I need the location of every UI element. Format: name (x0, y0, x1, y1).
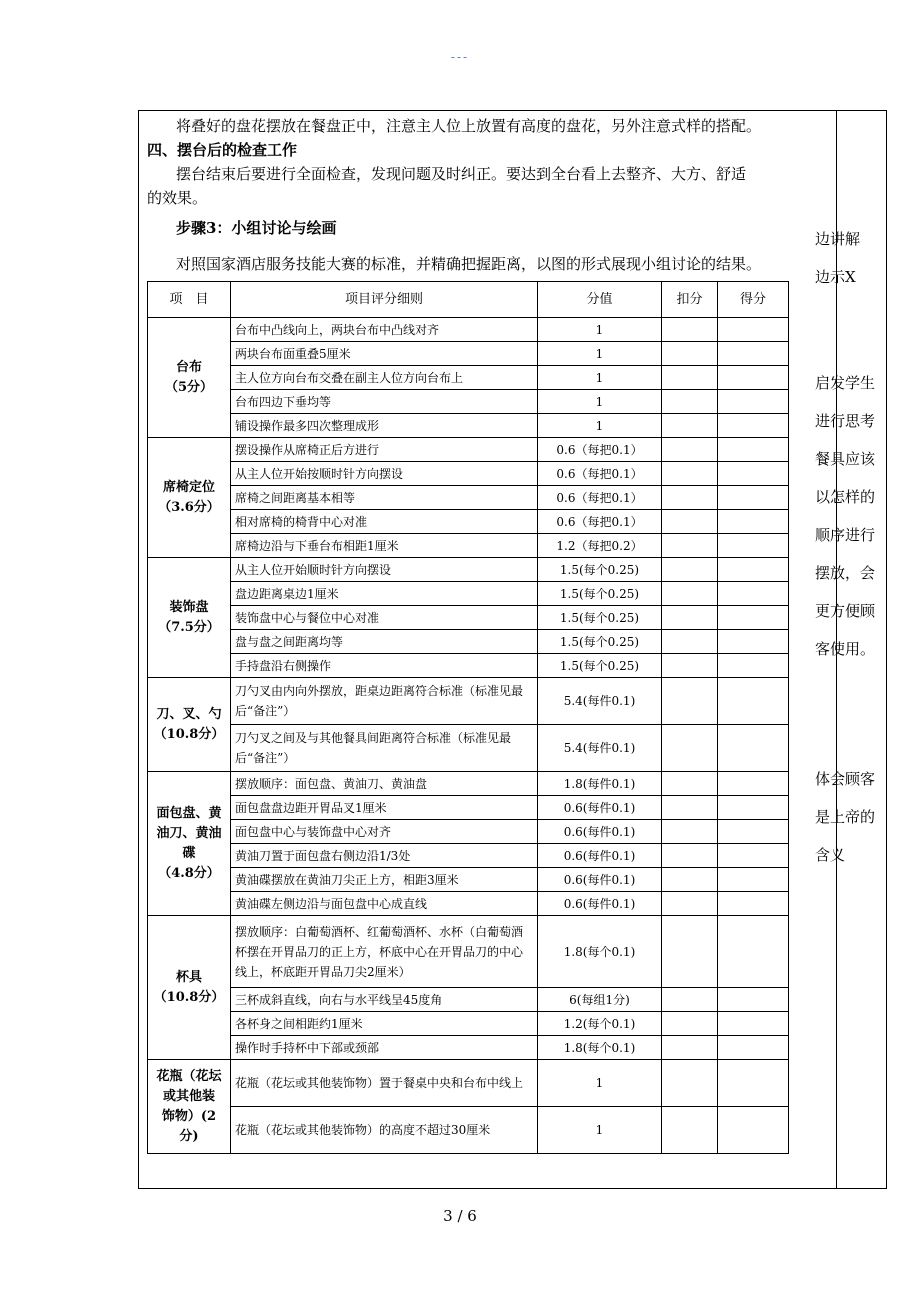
step-heading: 步骤3：小组讨论与绘画 (176, 219, 337, 237)
table-row (148, 678, 789, 725)
got-cell (718, 796, 789, 820)
deduct-cell (662, 1107, 718, 1154)
got-cell (718, 630, 789, 654)
score-cell: 1.5(每个0.25) (538, 654, 662, 678)
detail-cell: 台布中凸线向上，两块台布中凸线对齐 (231, 318, 538, 342)
detail-cell: 席椅边沿与下垂台布相距1厘米 (231, 534, 538, 558)
got-cell (718, 510, 789, 534)
detail-cell: 摆放顺序：面包盘、黄油刀、黄油盘 (231, 772, 538, 796)
score-cell: 0.6(每件0.1) (538, 820, 662, 844)
got-cell (718, 678, 789, 725)
got-cell (718, 318, 789, 342)
table-row (148, 1060, 789, 1107)
detail-cell: 盘与盘之间距离均等 (231, 630, 538, 654)
paragraph-check-cont: 的效果。 (147, 189, 208, 207)
detail-cell: 刀勺叉由内向外摆放，距桌边距离符合标准（标准见最后“备注”） (231, 678, 538, 725)
got-cell (718, 582, 789, 606)
category-cell: 席椅定位 （3.6分） (148, 438, 231, 558)
score-cell: 1.8(每个0.1) (538, 916, 662, 988)
deduct-cell (662, 486, 718, 510)
deduct-cell (662, 342, 718, 366)
table-row (148, 414, 789, 438)
score-cell: 1 (538, 342, 662, 366)
side-note-customer: 体会顾客 是上帝的 含义 (815, 770, 876, 864)
score-cell: 1.5(每个0.25) (538, 630, 662, 654)
score-cell: 0.6(每件0.1) (538, 868, 662, 892)
got-cell (718, 558, 789, 582)
table-header-row (148, 282, 789, 318)
score-cell: 1.2(每个0.1) (538, 1012, 662, 1036)
table-row (148, 1012, 789, 1036)
table-row (148, 772, 789, 796)
got-cell (718, 390, 789, 414)
table-row (148, 725, 789, 772)
score-cell: 1.8(每个0.1) (538, 1036, 662, 1060)
score-cell: 1 (538, 414, 662, 438)
deduct-cell (662, 654, 718, 678)
detail-cell: 两块台布面重叠5厘米 (231, 342, 538, 366)
got-cell (718, 1036, 789, 1060)
deduct-cell (662, 916, 718, 988)
got-cell (718, 844, 789, 868)
detail-cell: 三杯成斜直线，向右与水平线呈45度角 (231, 988, 538, 1012)
deduct-cell (662, 678, 718, 725)
paragraph-napkin: 将叠好的盘花摆放在餐盘正中，注意主人位上放置有高度的盘花，另外注意式样的搭配。 (176, 117, 762, 135)
deduct-cell (662, 892, 718, 916)
deduct-cell (662, 820, 718, 844)
table-row (148, 510, 789, 534)
score-cell: 1.8(每件0.1) (538, 772, 662, 796)
deduct-cell (662, 534, 718, 558)
got-cell (718, 772, 789, 796)
detail-cell: 从主人位开始按顺时针方向摆设 (231, 462, 538, 486)
category-cell: 刀、叉、勺 （10.8分） (148, 678, 231, 772)
score-cell: 1 (538, 1060, 662, 1107)
header-deduct: 扣分 (662, 282, 718, 318)
category-cell: 台布 （5分） (148, 318, 231, 438)
score-cell: 0.6(每件0.1) (538, 892, 662, 916)
score-cell: 1.5(每个0.25) (538, 582, 662, 606)
detail-cell: 席椅之间距离基本相等 (231, 486, 538, 510)
table-row (148, 796, 789, 820)
got-cell (718, 342, 789, 366)
table-row (148, 868, 789, 892)
detail-cell: 黄油碟摆放在黄油刀尖正上方，相距3厘米 (231, 868, 538, 892)
category-cell: 杯具 （10.8分） (148, 916, 231, 1060)
deduct-cell (662, 868, 718, 892)
table-row (148, 654, 789, 678)
detail-cell: 各杯身之间相距约1厘米 (231, 1012, 538, 1036)
deduct-cell (662, 725, 718, 772)
got-cell (718, 892, 789, 916)
detail-cell: 花瓶（花坛或其他装饰物）置于餐桌中央和台布中线上 (231, 1060, 538, 1107)
table-row (148, 438, 789, 462)
got-cell (718, 1012, 789, 1036)
header-score: 分值 (538, 282, 662, 318)
side-note-explain: 边讲解 边示X (815, 230, 861, 286)
score-cell: 1.5(每个0.25) (538, 558, 662, 582)
table-row (148, 630, 789, 654)
score-cell: 1.5(每个0.25) (538, 606, 662, 630)
detail-cell: 摆放顺序：白葡萄酒杯、红葡萄酒杯、水杯（白葡萄酒杯摆在开胃品刀的正上方，杯底中心在开胃品刀的中心线上，杯底距开胃品刀尖2厘米） (231, 916, 538, 988)
deduct-cell (662, 772, 718, 796)
table-row (148, 606, 789, 630)
got-cell (718, 725, 789, 772)
got-cell (718, 366, 789, 390)
header-detail: 项目评分细则 (231, 282, 538, 318)
score-cell: 0.6(每件0.1) (538, 844, 662, 868)
score-cell: 5.4(每件0.1) (538, 725, 662, 772)
score-cell: 1 (538, 1107, 662, 1154)
table-row (148, 390, 789, 414)
score-cell: 1.2（每把0.2） (538, 534, 662, 558)
got-cell (718, 868, 789, 892)
got-cell (718, 606, 789, 630)
score-cell: 0.6（每把0.1） (538, 438, 662, 462)
section-heading: 四、摆台后的检查工作 (147, 141, 298, 159)
score-cell: 1 (538, 318, 662, 342)
category-cell: 装饰盘 （7.5分） (148, 558, 231, 678)
table-row (148, 1107, 789, 1154)
scoring-table (147, 281, 789, 1154)
got-cell (718, 534, 789, 558)
detail-cell: 铺设操作最多四次整理成形 (231, 414, 538, 438)
detail-cell: 盘边距离桌边1厘米 (231, 582, 538, 606)
deduct-cell (662, 844, 718, 868)
detail-cell: 黄油刀置于面包盘右侧边沿1/3处 (231, 844, 538, 868)
table-row (148, 1036, 789, 1060)
score-cell: 0.6（每把0.1） (538, 462, 662, 486)
deduct-cell (662, 366, 718, 390)
score-cell: 0.6(每件0.1) (538, 796, 662, 820)
score-cell: 5.4(每件0.1) (538, 678, 662, 725)
got-cell (718, 654, 789, 678)
header-mark: --- (450, 50, 470, 64)
header-item: 项 目 (148, 282, 231, 318)
table-row (148, 462, 789, 486)
detail-cell: 面包盘盘边距开胃品叉1厘米 (231, 796, 538, 820)
table-row (148, 820, 789, 844)
score-cell: 0.6（每把0.1） (538, 486, 662, 510)
deduct-cell (662, 390, 718, 414)
detail-cell: 操作时手持杯中下部或颈部 (231, 1036, 538, 1060)
got-cell (718, 916, 789, 988)
detail-cell: 台布四边下垂均等 (231, 390, 538, 414)
table-row (148, 486, 789, 510)
table-row (148, 988, 789, 1012)
category-cell: 面包盘、黄 油刀、黄油 碟 （4.8分） (148, 772, 231, 916)
score-cell: 6(每组1分) (538, 988, 662, 1012)
table-row (148, 342, 789, 366)
got-cell (718, 1107, 789, 1154)
deduct-cell (662, 510, 718, 534)
detail-cell: 主人位方向台布交叠在副主人位方向台布上 (231, 366, 538, 390)
score-cell: 1 (538, 366, 662, 390)
deduct-cell (662, 630, 718, 654)
deduct-cell (662, 796, 718, 820)
deduct-cell (662, 1012, 718, 1036)
detail-cell: 刀勺叉之间及与其他餐具间距离符合标准（标准见最后“备注”） (231, 725, 538, 772)
deduct-cell (662, 462, 718, 486)
detail-cell: 摆设操作从席椅正后方进行 (231, 438, 538, 462)
category-cell: 花瓶（花坛 或其他装 饰物）(2 分) (148, 1060, 231, 1154)
deduct-cell (662, 558, 718, 582)
table-row (148, 892, 789, 916)
page-number: 3 / 6 (443, 1207, 477, 1225)
got-cell (718, 486, 789, 510)
detail-cell: 花瓶（花坛或其他装饰物）的高度不超过30厘米 (231, 1107, 538, 1154)
header-got: 得分 (718, 282, 789, 318)
table-row (148, 366, 789, 390)
detail-cell: 手持盘沿右侧操作 (231, 654, 538, 678)
table-row (148, 318, 789, 342)
deduct-cell (662, 606, 718, 630)
detail-cell: 从主人位开始顺时针方向摆设 (231, 558, 538, 582)
deduct-cell (662, 1036, 718, 1060)
got-cell (718, 414, 789, 438)
side-note-inspire: 启发学生 进行思考 餐具应该 以怎样的 顺序进行 摆放，会 更方便顾 客使用。 (815, 374, 876, 658)
table-row (148, 844, 789, 868)
paragraph-check: 摆台结束后要进行全面检查，发现问题及时纠正。要达到全台看上去整齐、大方、舒适 (176, 165, 747, 183)
got-cell (718, 438, 789, 462)
score-cell: 0.6（每把0.1） (538, 510, 662, 534)
score-cell: 1 (538, 390, 662, 414)
detail-cell: 黄油碟左侧边沿与面包盘中心成直线 (231, 892, 538, 916)
got-cell (718, 462, 789, 486)
got-cell (718, 988, 789, 1012)
deduct-cell (662, 988, 718, 1012)
got-cell (718, 820, 789, 844)
detail-cell: 相对席椅的椅背中心对准 (231, 510, 538, 534)
deduct-cell (662, 438, 718, 462)
detail-cell: 装饰盘中心与餐位中心对准 (231, 606, 538, 630)
deduct-cell (662, 1060, 718, 1107)
table-row (148, 534, 789, 558)
table-row (148, 582, 789, 606)
got-cell (718, 1060, 789, 1107)
deduct-cell (662, 414, 718, 438)
table-row (148, 916, 789, 988)
detail-cell: 面包盘中心与装饰盘中心对齐 (231, 820, 538, 844)
paragraph-discussion: 对照国家酒店服务技能大赛的标准，并精确把握距离，以图的形式展现小组讨论的结果。 (176, 255, 762, 273)
deduct-cell (662, 318, 718, 342)
table-row (148, 558, 789, 582)
deduct-cell (662, 582, 718, 606)
